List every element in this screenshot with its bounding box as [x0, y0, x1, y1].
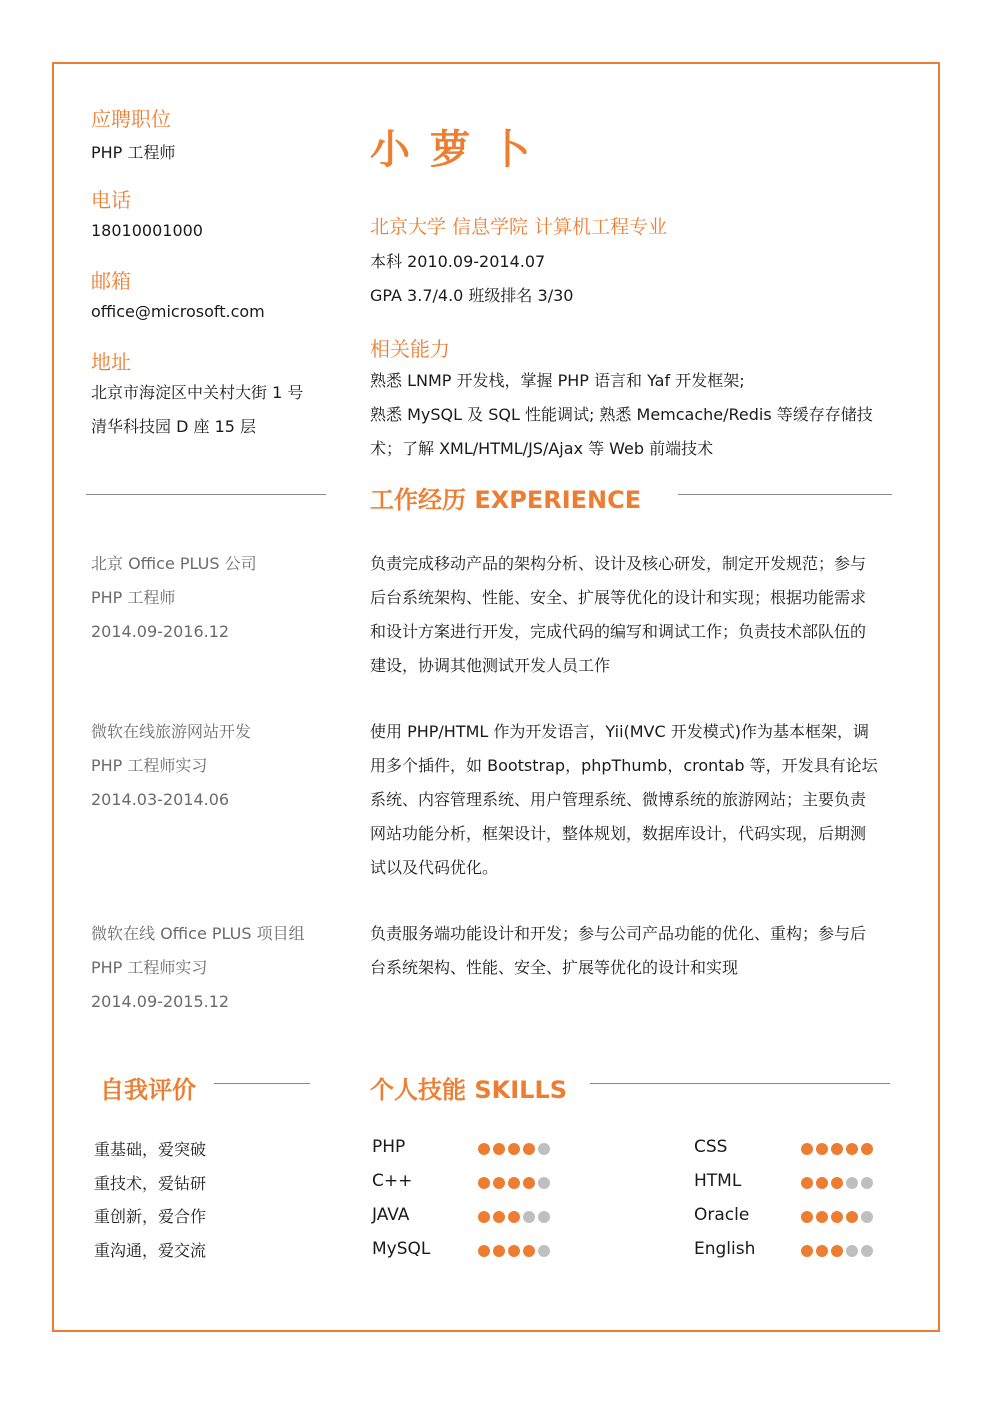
rating-dot-filled	[493, 1177, 505, 1189]
exp-desc-line: 试以及代码优化。	[370, 858, 499, 877]
rating-dot-empty	[538, 1177, 550, 1189]
skill-rating	[478, 1143, 550, 1155]
rating-dot-filled	[831, 1143, 843, 1155]
rating-dot-filled	[493, 1143, 505, 1155]
rating-dot-filled	[493, 1211, 505, 1223]
rating-dot-empty	[538, 1245, 550, 1257]
skill-name: C++	[372, 1171, 413, 1191]
rating-dot-filled	[508, 1143, 520, 1155]
position-label: 应聘职位	[91, 107, 171, 131]
rating-dot-filled	[801, 1143, 813, 1155]
skill-rating	[801, 1211, 873, 1223]
rating-dot-filled	[816, 1211, 828, 1223]
skill-rating	[478, 1177, 550, 1189]
rating-dot-filled	[478, 1177, 490, 1189]
self-eval-item: 重技术，爱钻研	[94, 1174, 207, 1193]
rating-dot-filled	[846, 1211, 858, 1223]
gpa-rank: GPA 3.7/4.0 班级排名 3/30	[370, 286, 574, 305]
email-label: 邮箱	[91, 269, 131, 293]
exp-desc-line: 负责完成移动产品的架构分析、设计及核心研发，制定开发规范；参与	[370, 554, 867, 573]
exp-role: PHP 工程师实习	[91, 756, 208, 775]
exp-desc-line: 系统、内容管理系统、用户管理系统、微博系统的旅游网站；主要负责	[370, 790, 867, 809]
ability-line: 熟悉 MySQL 及 SQL 性能调试; 熟悉 Memcache/Redis 等缓存存储技	[370, 405, 873, 424]
self-eval-divider	[214, 1083, 310, 1084]
rating-dot-filled	[816, 1245, 828, 1257]
rating-dot-filled	[508, 1211, 520, 1223]
skill-name: HTML	[694, 1171, 742, 1191]
rating-dot-filled	[801, 1245, 813, 1257]
self-eval-title: 自我评价	[100, 1076, 196, 1104]
exp-desc-line: 建设，协调其他测试开发人员工作	[370, 656, 611, 675]
rating-dot-filled	[831, 1245, 843, 1257]
abilities-title: 相关能力	[370, 337, 450, 361]
skill-rating	[801, 1245, 873, 1257]
skill-name: PHP	[372, 1137, 406, 1157]
rating-dot-filled	[478, 1143, 490, 1155]
exp-period: 2014.09-2015.12	[91, 992, 230, 1011]
exp-org: 微软在线 Office PLUS 项目组	[91, 924, 305, 943]
rating-dot-filled	[493, 1245, 505, 1257]
rating-dot-filled	[478, 1211, 490, 1223]
address-line-1: 北京市海淀区中关村大街 1 号	[91, 383, 304, 402]
divider-left	[86, 494, 326, 495]
exp-desc-line: 网站功能分析，框架设计，整体规划，数据库设计，代码实现，后期测	[370, 824, 867, 843]
rating-dot-empty	[523, 1211, 535, 1223]
skill-rating	[801, 1143, 873, 1155]
address-label: 地址	[91, 350, 131, 374]
skill-name: English	[694, 1239, 756, 1259]
rating-dot-filled	[523, 1177, 535, 1189]
ability-line: 熟悉 LNMP 开发栈，掌握 PHP 语言和 Yaf 开发框架;	[370, 371, 745, 390]
ability-line: 术；了解 XML/HTML/JS/Ajax 等 Web 前端技术	[370, 439, 714, 458]
exp-period: 2014.03-2014.06	[91, 790, 230, 809]
rating-dot-empty	[538, 1211, 550, 1223]
self-eval-item: 重沟通，爱交流	[94, 1241, 207, 1260]
rating-dot-filled	[861, 1143, 873, 1155]
phone-value: 18010001000	[91, 221, 203, 240]
school-line: 北京大学 信息学院 计算机工程专业	[370, 216, 668, 238]
rating-dot-filled	[831, 1177, 843, 1189]
skill-name: Oracle	[694, 1205, 750, 1225]
rating-dot-empty	[846, 1245, 858, 1257]
rating-dot-filled	[523, 1245, 535, 1257]
rating-dot-filled	[801, 1177, 813, 1189]
degree-period: 本科 2010.09-2014.07	[370, 252, 546, 271]
self-eval-item: 重创新，爱合作	[94, 1207, 207, 1226]
skill-rating	[801, 1177, 873, 1189]
phone-label: 电话	[91, 188, 131, 212]
skills-title: 个人技能 SKILLS	[370, 1076, 568, 1104]
position-value: PHP 工程师	[91, 143, 176, 162]
exp-desc-line: 台系统架构、性能、安全、扩展等优化的设计和实现	[370, 958, 739, 977]
address-line-2: 清华科技园 D 座 15 层	[91, 417, 257, 436]
skill-rating	[478, 1245, 550, 1257]
experience-title: 工作经历 EXPERIENCE	[370, 486, 642, 514]
rating-dot-filled	[478, 1245, 490, 1257]
rating-dot-empty	[538, 1143, 550, 1155]
email-value: office@microsoft.com	[91, 302, 265, 321]
exp-desc-line: 和设计方案进行开发，完成代码的编写和调试工作；负责技术部队伍的	[370, 622, 867, 641]
rating-dot-empty	[861, 1177, 873, 1189]
exp-period: 2014.09-2016.12	[91, 622, 230, 641]
divider-right	[678, 494, 892, 495]
candidate-name: 小萝卜	[370, 127, 550, 173]
exp-role: PHP 工程师实习	[91, 958, 208, 977]
skill-rating	[478, 1211, 550, 1223]
exp-desc-line: 用多个插件，如 Bootstrap，phpThumb，crontab 等，开发具有论坛	[370, 756, 878, 775]
skill-name: JAVA	[372, 1205, 410, 1225]
self-eval-item: 重基础，爱突破	[94, 1140, 207, 1159]
exp-role: PHP 工程师	[91, 588, 176, 607]
exp-org: 微软在线旅游网站开发	[91, 722, 252, 741]
skills-divider	[590, 1083, 890, 1084]
exp-desc-line: 负责服务端功能设计和开发；参与公司产品功能的优化、重构；参与后	[370, 924, 867, 943]
skill-name: MySQL	[372, 1239, 431, 1259]
rating-dot-empty	[861, 1211, 873, 1223]
rating-dot-filled	[508, 1245, 520, 1257]
rating-dot-filled	[801, 1211, 813, 1223]
rating-dot-empty	[846, 1177, 858, 1189]
rating-dot-filled	[508, 1177, 520, 1189]
rating-dot-filled	[816, 1177, 828, 1189]
skill-name: CSS	[694, 1137, 728, 1157]
exp-org: 北京 Office PLUS 公司	[91, 554, 257, 573]
rating-dot-filled	[831, 1211, 843, 1223]
rating-dot-filled	[846, 1143, 858, 1155]
rating-dot-filled	[816, 1143, 828, 1155]
rating-dot-empty	[861, 1245, 873, 1257]
rating-dot-filled	[523, 1143, 535, 1155]
exp-desc-line: 后台系统架构、性能、安全、扩展等优化的设计和实现；根据功能需求	[370, 588, 867, 607]
exp-desc-line: 使用 PHP/HTML 作为开发语言，Yii(MVC 开发模式)作为基本框架，调	[370, 722, 870, 741]
